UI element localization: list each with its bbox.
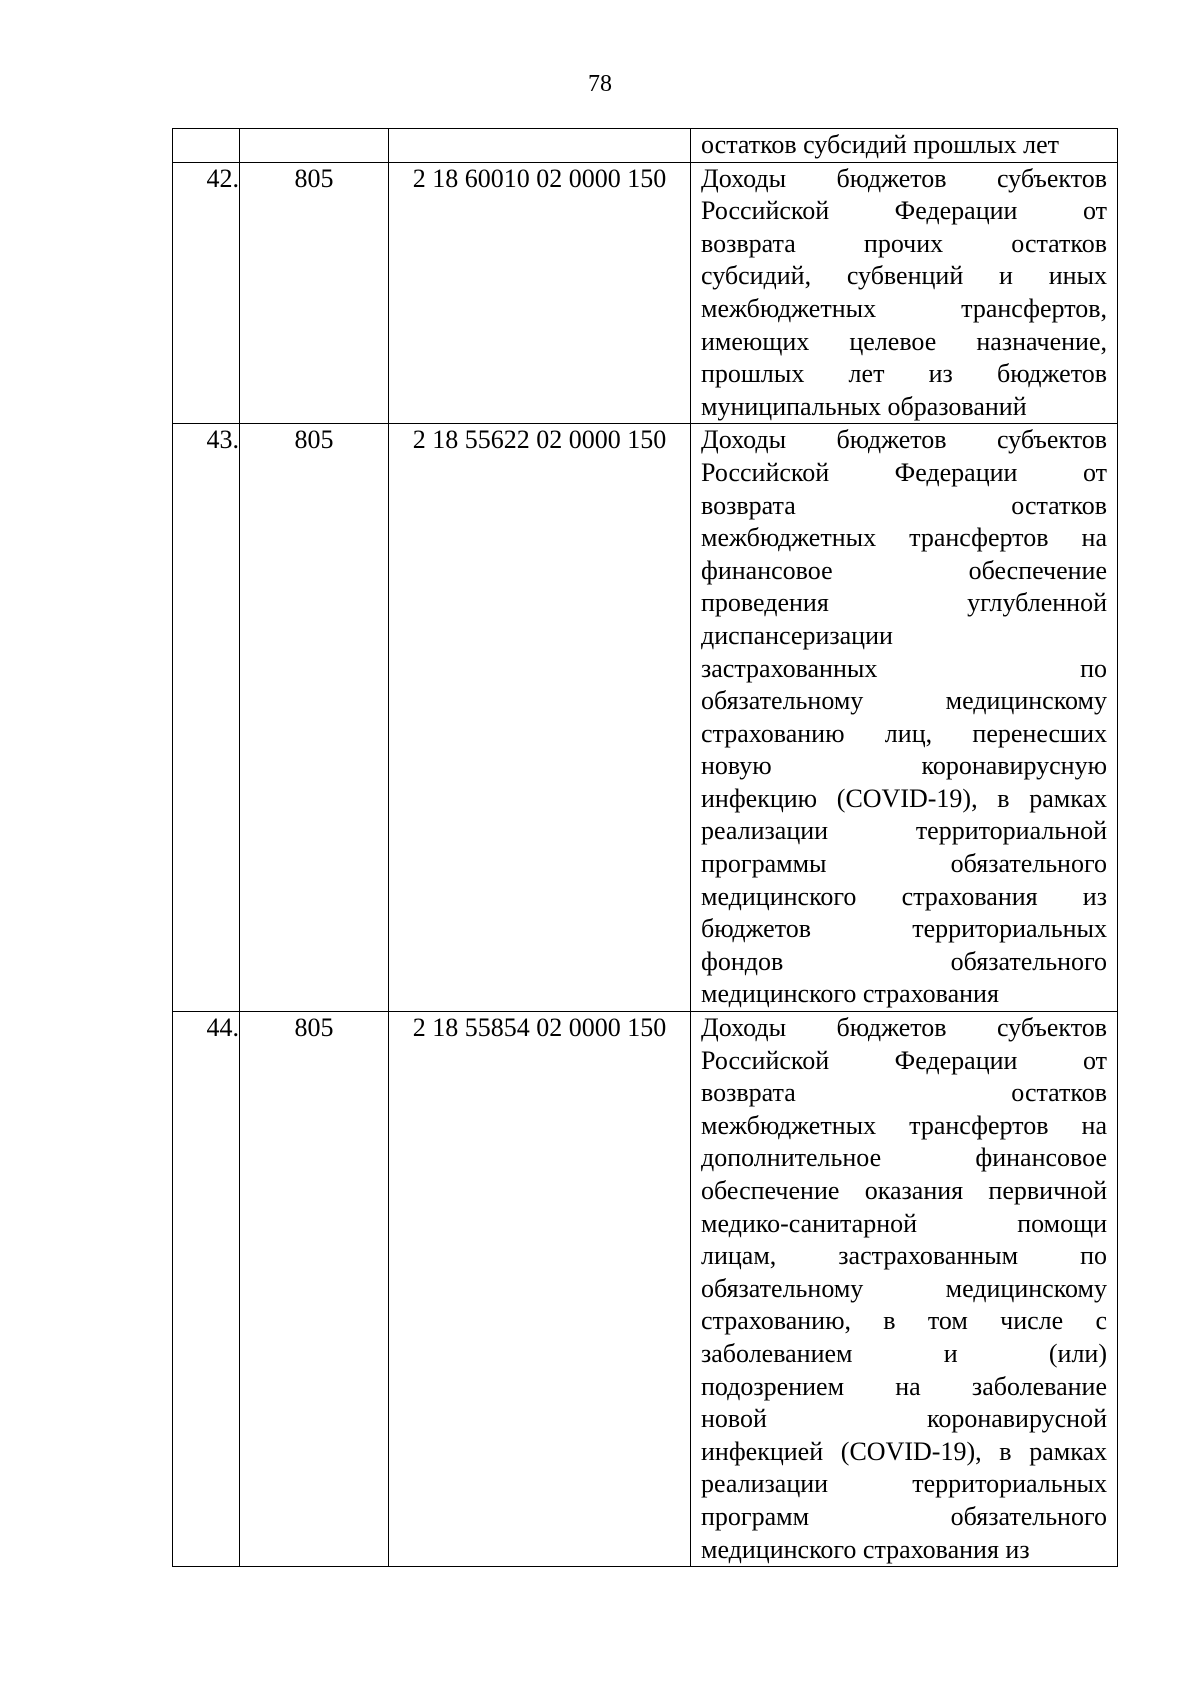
page-number: 78 bbox=[588, 71, 612, 97]
description-line: Доходы бюджетов субъектов bbox=[701, 425, 1107, 455]
description-line: заболеванием и (или) bbox=[701, 1338, 1107, 1368]
row-number-cell: 44. bbox=[173, 1012, 240, 1567]
description-line: Российской Федерации от bbox=[701, 196, 1107, 226]
description-line: межбюджетных трансфертов на bbox=[701, 1110, 1107, 1140]
kbk-code-cell: 2 18 60010 02 0000 150 bbox=[389, 162, 691, 424]
description-cell bbox=[691, 1012, 1118, 1567]
description-line: возврата остатков bbox=[701, 490, 1107, 520]
description-line: межбюджетных трансфертов, bbox=[701, 293, 1107, 323]
description-line: застрахованных по bbox=[701, 653, 1107, 683]
description-line: новую коронавирусную bbox=[701, 751, 1107, 781]
description-line: программы обязательного bbox=[701, 849, 1107, 879]
description-line: программ обязательного bbox=[701, 1501, 1107, 1531]
description-line: реализации территориальных bbox=[701, 1469, 1107, 1499]
kbk-code-cell bbox=[389, 129, 691, 163]
description-cell bbox=[691, 129, 1118, 163]
description-line: обеспечение оказания первичной bbox=[701, 1176, 1107, 1205]
description-line: страхованию лиц, перенесших bbox=[701, 718, 1107, 748]
description-line: имеющих целевое назначение, bbox=[701, 326, 1107, 356]
admin-code-cell: 805 bbox=[240, 162, 389, 424]
description-line: новой коронавирусной bbox=[701, 1404, 1107, 1434]
table-row bbox=[173, 162, 1118, 424]
description-line: фондов обязательного bbox=[701, 946, 1107, 976]
row-number-cell: 42. bbox=[173, 162, 240, 424]
description-line: возврата прочих остатков bbox=[701, 228, 1107, 258]
description-line: обязательному медицинскому bbox=[701, 686, 1107, 716]
description-line: медицинского страхования bbox=[701, 979, 999, 1009]
description-line: медико-санитарной помощи bbox=[701, 1208, 1107, 1238]
description-cell bbox=[691, 424, 1118, 1012]
description-line: Российской Федерации от bbox=[701, 1045, 1107, 1075]
description-line: прошлых лет из бюджетов bbox=[701, 359, 1107, 389]
description-line: Российской Федерации от bbox=[701, 457, 1107, 487]
row-number-cell bbox=[173, 129, 240, 163]
description-line: возврата остатков bbox=[701, 1078, 1107, 1108]
description-line: дополнительное финансовое bbox=[701, 1143, 1107, 1173]
description-line: субсидий, субвенций и иных bbox=[701, 261, 1107, 291]
description-line: инфекцией (COVID-19), в рамках bbox=[701, 1436, 1107, 1466]
description-line: межбюджетных трансфертов на bbox=[701, 523, 1107, 553]
description-line: остатков субсидий прошлых лет bbox=[701, 130, 1060, 159]
description-line: реализации территориальной bbox=[701, 816, 1107, 846]
table-row bbox=[173, 424, 1118, 1012]
description-line: инфекцию (COVID-19), в рамках bbox=[701, 783, 1107, 813]
admin-code-cell bbox=[240, 129, 389, 163]
description-line: Доходы бюджетов субъектов bbox=[701, 163, 1107, 193]
description-line: лицам, застрахованным по bbox=[701, 1241, 1107, 1271]
description-line: страхованию, в том числе с bbox=[701, 1306, 1107, 1336]
table-row-continuation bbox=[173, 129, 1118, 163]
description-line: муниципальных образований bbox=[701, 391, 1027, 421]
admin-code-cell: 805 bbox=[240, 1012, 389, 1567]
description-line: диспансеризации bbox=[701, 620, 893, 650]
kbk-code-cell: 2 18 55622 02 0000 150 bbox=[389, 424, 691, 1012]
description-line: проведения углубленной bbox=[701, 588, 1107, 618]
table-row bbox=[173, 1012, 1118, 1567]
kbk-code-cell: 2 18 55854 02 0000 150 bbox=[389, 1012, 691, 1567]
admin-code-cell: 805 bbox=[240, 424, 389, 1012]
description-line: обязательному медицинскому bbox=[701, 1273, 1107, 1303]
revenue-codes-table bbox=[172, 128, 1118, 1567]
description-line: Доходы бюджетов субъектов bbox=[701, 1013, 1107, 1043]
description-line: финансовое обеспечение bbox=[701, 555, 1107, 585]
description-line: бюджетов территориальных bbox=[701, 914, 1107, 944]
description-line: медицинского страхования из bbox=[701, 1534, 1030, 1564]
description-cell bbox=[691, 162, 1118, 424]
description-line: медицинского страхования из bbox=[701, 881, 1107, 911]
row-number-cell: 43. bbox=[173, 424, 240, 1012]
description-line: подозрением на заболевание bbox=[701, 1371, 1107, 1401]
